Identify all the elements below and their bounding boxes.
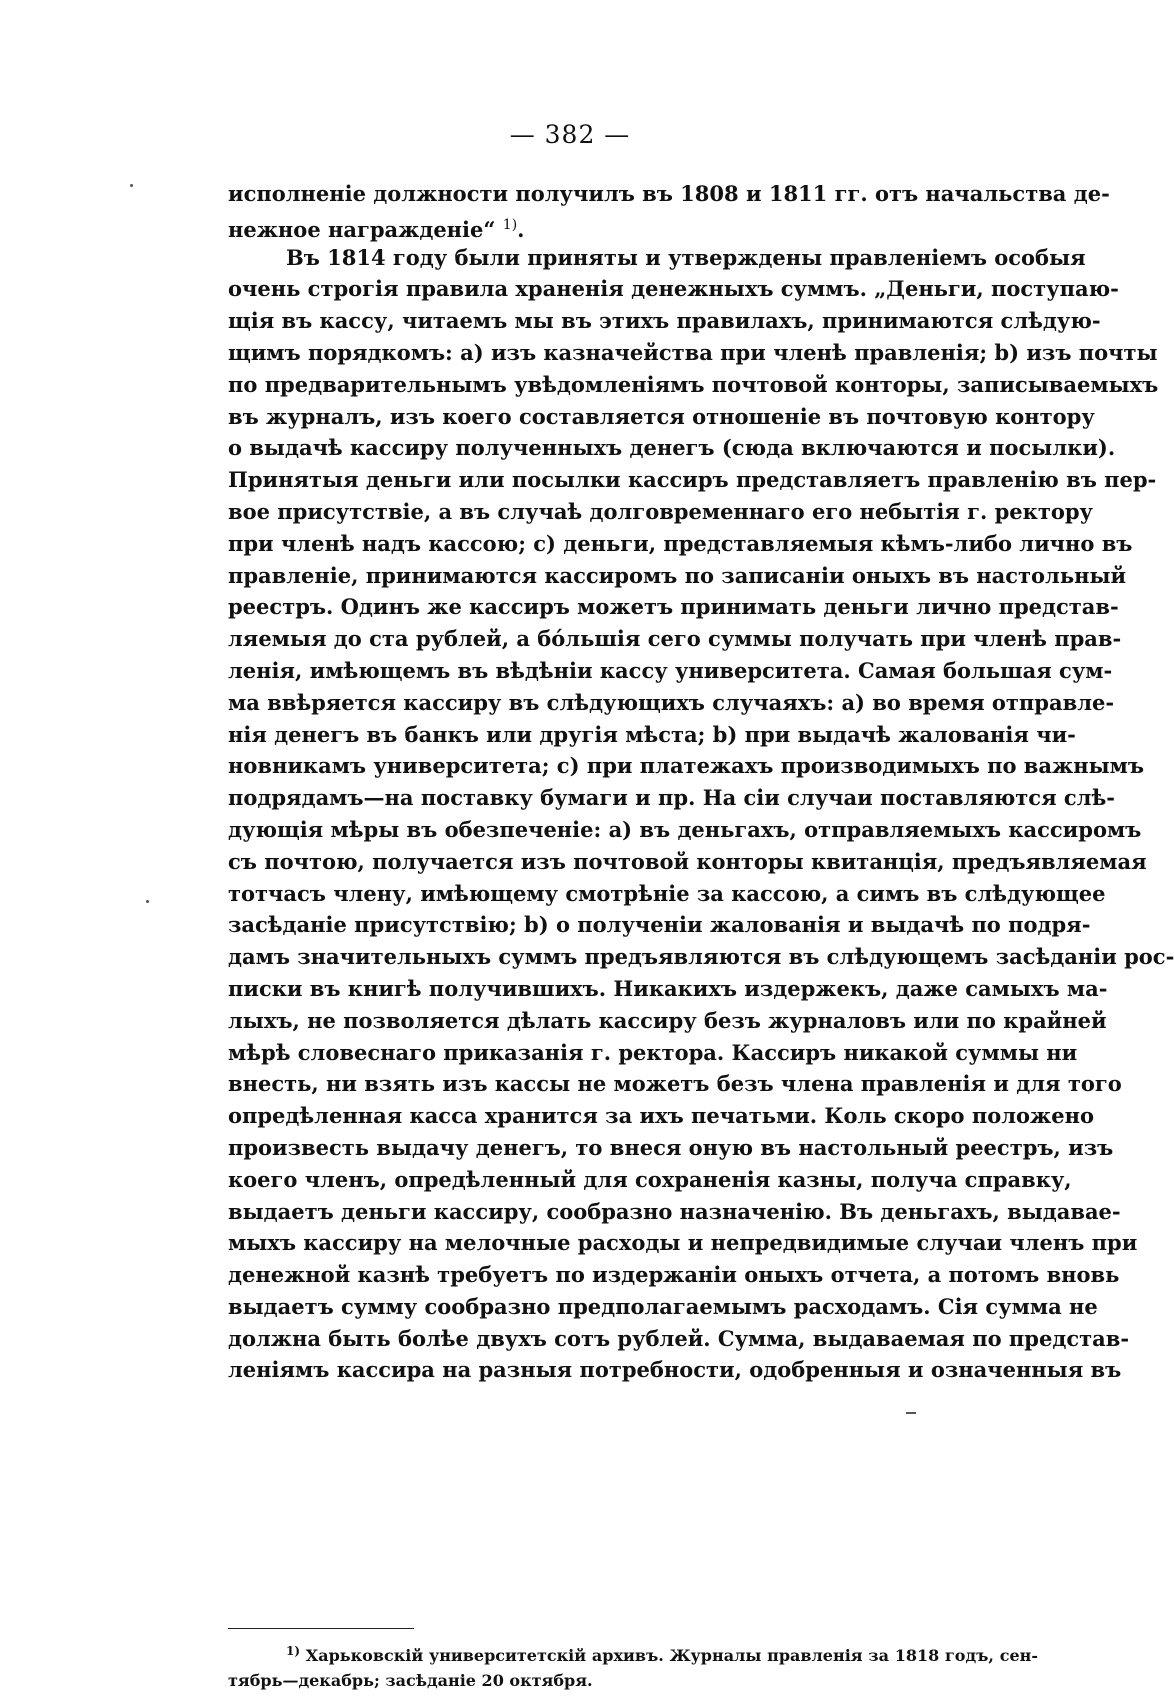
text-line: опредѣленная касса хранится за ихъ печатьми. Коль скоро положено <box>228 1103 1094 1129</box>
text-line: щія въ кассу, читаемъ мы въ этихъ правилахъ, принимаются слѣдую- <box>228 308 1101 334</box>
text-line: произвесть выдачу денегъ, то внеся оную въ настольный реестръ, изъ <box>228 1134 1114 1160</box>
footnote-text: Харьковскій университетскій архивъ. Журналы правленія за 1818 годъ, сен- <box>300 1646 1038 1665</box>
text-line: по предварительнымъ увѣдомленіямъ почтовой конторы, записываемыхъ <box>228 371 1159 397</box>
text-line: въ журналъ, изъ коего составляется отношеніе въ почтовую контору <box>228 403 1095 429</box>
text-line: правленіе, принимаются кассиромъ по записаніи оныхъ въ настольный <box>228 562 1127 588</box>
scan-speck <box>130 184 133 187</box>
text-line-content: нежное награжденіе“ <box>228 216 503 242</box>
paragraph-first-line: Въ 1814 году были приняты и утверждены правленіемъ особыя <box>286 244 1086 270</box>
text-line: денежной казнѣ требуетъ по издержаніи оныхъ отчета, а потомъ вновь <box>228 1262 1120 1288</box>
text-line: мыхъ кассиру на мелочные расходы и непредвидимые случаи членъ при <box>228 1230 1138 1256</box>
footnote-line <box>228 1636 1038 1666</box>
text-line: лыхъ, не позволяется дѣлать кассиру безъ журналовъ или по крайней <box>228 1007 1107 1033</box>
text-line: нежное награжденіе“ $^{1)}$. <box>228 216 525 242</box>
footnote-line: тябрь—декабрь; засѣданіе 20 октября. <box>228 1671 593 1690</box>
text-line: очень строгія правила храненія денежныхъ суммъ. „Деньги, поступаю- <box>228 276 1119 302</box>
text-line: коего членъ, опредѣленный для сохраненія казны, получа справку, <box>228 1166 1072 1192</box>
text-line: при членѣ надъ кассою; c) деньги, представляемыя кѣмъ-либо лично въ <box>228 530 1133 556</box>
footnote-marker: 1) <box>286 1644 301 1658</box>
text-line: писки въ книгѣ получившихъ. Никакихъ издержекъ, даже самыхъ ма- <box>228 975 1108 1001</box>
text-line: засѣданіе присутствію; b) о полученіи жалованія и выдачѣ по подря- <box>228 912 1091 938</box>
text-line: внесть, ни взять изъ кассы не можетъ безъ члена правленія и для того <box>228 1071 1122 1097</box>
text-line: ма ввѣряется кассиру въ слѣдующихъ случаяхъ: a) во время отправле- <box>228 689 1115 715</box>
text-line: дамъ значительныхъ суммъ предъявляются въ слѣдующемъ засѣданіи рос- <box>228 944 1174 970</box>
text-line: ляемыя до ста рублей, а бóльшія сего суммы получать при членѣ прав- <box>228 626 1122 652</box>
scan-speck <box>146 900 149 903</box>
page-number: — 382 — <box>509 120 631 149</box>
text-line: тотчасъ члену, имѣющему смотрѣніе за кассою, а симъ въ слѣдующее <box>228 880 1106 906</box>
scan-speck <box>906 1412 916 1414</box>
text-line: леніямъ кассира на разныя потребности, одобренныя и означенныя въ <box>228 1357 1122 1383</box>
body-text <box>228 178 1174 1386</box>
text-line: ленія, имѣющемъ въ вѣдѣніи кассу университета. Самая большая сум- <box>228 657 1113 683</box>
footnote-reference[interactable]: 1) <box>502 216 518 233</box>
text-line: новникамъ университета; c) при платежахъ производимыхъ по важнымъ <box>228 753 1144 779</box>
text-line: выдаетъ сумму сообразно предполагаемымъ расходамъ. Сія сумма не <box>228 1293 1098 1319</box>
text-line: нія денегъ въ банкъ или другія мѣста; b) при выдачѣ жалованія чи- <box>228 721 1076 747</box>
text-line: подрядамъ—на поставку бумаги и пр. На сіи случаи поставляются слѣ- <box>228 785 1115 811</box>
text-line: реестръ. Одинъ же кассиръ можетъ принимать деньги лично представ- <box>228 594 1119 620</box>
text-line: исполненіе должности получилъ въ 1808 и 1811 гг. отъ начальства де- <box>228 181 1110 206</box>
footnote-divider <box>228 1628 414 1629</box>
text-line: Принятыя деньги или посылки кассиръ представляетъ правленію въ пер- <box>228 467 1157 493</box>
text-line: вое присутствіе, а въ случаѣ долговременнаго его небытія г. ректору <box>228 498 1093 524</box>
text-line: мѣрѣ словеснаго приказанія г. ректора. Кассиръ никакой суммы ни <box>228 1039 1078 1065</box>
text-line: должна быть болѣе двухъ сотъ рублей. Сумма, выдаваемая по представ- <box>228 1325 1130 1351</box>
text-line: о выдачѣ кассиру полученныхъ денегъ (сюда включаются и посылки). <box>228 435 1116 461</box>
text-line: дующія мѣры въ обезпеченіе: a) въ деньгахъ, отправляемыхъ кассиромъ <box>228 816 1142 842</box>
text-line: выдаетъ деньги кассиру, сообразно назначенію. Въ деньгахъ, выдавае- <box>228 1198 1121 1224</box>
text-line: щимъ порядкомъ: a) изъ казначейства при членѣ правленія; b) изъ почты <box>228 339 1158 365</box>
footnote-section <box>228 1636 1038 1696</box>
text-line: съ почтою, получается изъ почтовой конторы квитанція, предъявляемая <box>228 848 1147 874</box>
